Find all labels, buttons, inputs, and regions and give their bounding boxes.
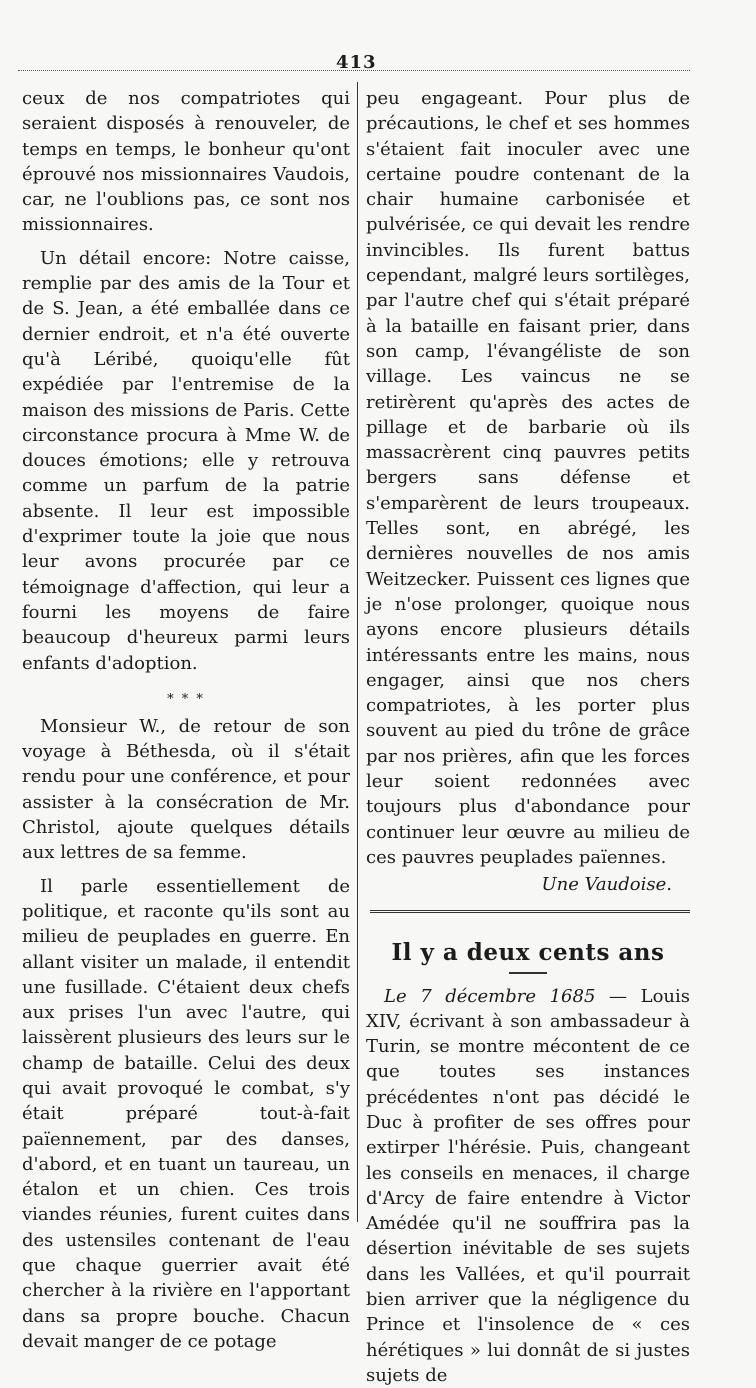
paragraph: ceux de nos compatriotes qui seraient disposés à renouveler, de temps en temps, le bonheur qu'ont éprouvé nos missionnaires Vaudois, car, ne l'oublions pas, ce sont nos missionnaires.: [22, 86, 350, 238]
paragraph: Un détail encore: Notre caisse, remplie par des amis de la Tour et de S. Jean, a été emballée dans ce dernier endroit, et n'a été ouverte qu'à Léribé, quoiqu'elle fût expédiée par l'entremise de la maison des missions de Paris. Cette circonstance procura à Mme W. de douces émotions; elle y retrouva comme un parfum de la patrie absente. Il leur est impossible d'exprimer toute la joie que nous leur avons procurée par ce témoignage d'affection, qui leur a fourni les moyens de faire beaucoup d'heureux parmi leurs enfants d'adoption.: [22, 246, 350, 676]
paragraph: Il parle essentiellement de politique, et raconte qu'ils sont au milieu de peuplades en guerre. En allant visiter un malade, il entendit une fusillade. C'étaient deux chefs aux prises l'un avec l'autre, qui laissèrent plusieurs des leurs sur le champ de bataille. Celui des deux qui avait provoqué le combat, s'y était préparé tout-à-fait païennement, par des danses, d'abord, et en tuant un taureau, un étalon et un chien. Ces trois viandes réunies, furent cuites dans des ustensiles contenant de l'eau que chaque guerrier avait été chercher à la rivière en l'apportant dans sa propre bouche. Chacun devait manger de ce potage: [22, 874, 350, 1355]
left-column: [22, 86, 350, 1354]
section-divider: [370, 910, 690, 913]
right-column: [366, 86, 690, 1388]
section-title: Il y a deux cents ans: [366, 939, 690, 966]
paragraph: Monsieur W., de retour de son voyage à Béthesda, où il s'était rendu pour une conférence, et pour assister à la consécration de Mr. Christol, ajoute quelques détails aux lettres de sa femme.: [22, 714, 350, 866]
page-number: 413: [336, 52, 376, 73]
paragraph: peu engageant. Pour plus de précautions, le chef et ses hommes s'étaient fait inoculer avec une certaine poudre contenant de la chair humaine carbonisée et pulvérisée, ce qui devait les rendre invincibles. Ils furent battus cependant, malgré leurs sortilèges, par l'autre chef qui s'était préparé à la bataille en faisant prier, dans son camp, l'évangéliste de son village. Les vaincus ne se retirèrent qu'après des actes de pillage et de barbarie où ils massacrèrent cinq pauvres petits bergers sans défense et s'emparèrent de leurs troupeaux. Telles sont, en abrégé, les dernières nouvelles de nos amis Weitzecker. Puissent ces lignes que je n'ose prolonger, quoique nous ayons encore plusieurs détails intéressants entre les mains, nous engager, ainsi que nos chers compatriotes, à les porter plus souvent au pied du trône de grâce par nos prières, afin que les forces leur soient redonnées avec toujours plus d'abondance pour continuer leur œuvre au milieu de ces pauvres peuplades païennes.: [366, 86, 690, 870]
title-ornament: [509, 972, 547, 974]
asterism: * * *: [22, 694, 350, 706]
header-rule: [18, 70, 690, 71]
column-divider: [357, 82, 358, 1222]
signature: Une Vaudoise.: [366, 872, 690, 897]
date-lead: Le 7 décembre 1685: [384, 986, 595, 1007]
paragraph-text: — Louis XIV, écrivant à son ambassadeur à Turin, se montre mécontent de ce que toutes ses instances précédentes n'ont pas décidé le Duc à profiter de ses offres pour extirper l'hérésie. Puis, changeant les conseils en menaces, il charge d'Arcy de faire entendre à Victor Amédée qu'il ne souffrira pas la désertion inévitable de ses sujets dans les Vallées, et qu'il pourrait bien arriver que la négligence du Prince et l'insolence de « ces hérétiques » lui donnât de si justes sujets de: [366, 986, 690, 1386]
paragraph: [366, 984, 690, 1388]
